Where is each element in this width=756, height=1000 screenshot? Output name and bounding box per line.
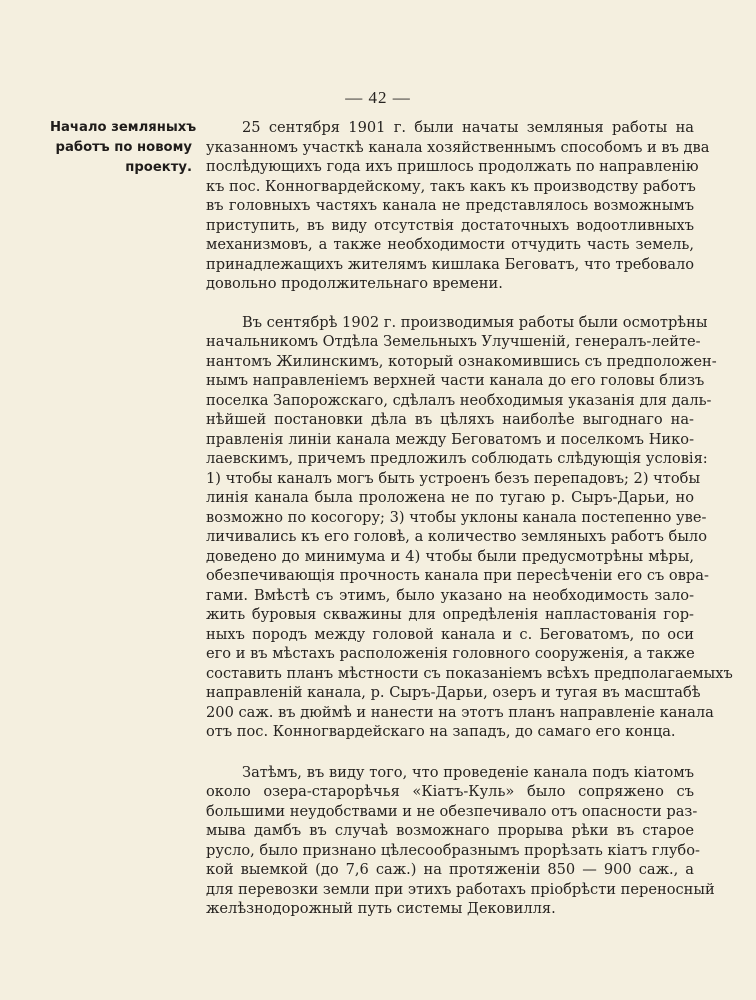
text-line: русло, было признано цѣлесообразнымъ прорѣзать кіатъ глубо- xyxy=(206,841,700,859)
text-line: поселка Запорожскаго, сдѣлалъ необходимыя указанія для даль- xyxy=(206,391,712,409)
margin-heading-line: проекту. xyxy=(125,160,192,175)
text-line: 200 саж. въ дюймѣ и нанести на этотъ планъ направленіе канала xyxy=(206,703,714,721)
paragraph-3 xyxy=(206,763,715,919)
text-line: около озера-старорѣчья «Кіатъ-Куль» было сопряжено съ xyxy=(206,783,694,800)
text-line: послѣдующихъ года ихъ пришлось продолжать по направленію xyxy=(206,158,699,175)
text-line: начальникомъ Отдѣла Земельныхъ Улучшеній, генералъ-лейте- xyxy=(206,333,701,350)
text-line: нантомъ Жилинскимъ, который ознакомившись съ предположен- xyxy=(206,352,717,370)
text-line: указанномъ участкѣ канала хозяйственнымъ способомъ и въ два xyxy=(206,138,710,156)
text-line: лаевскимъ, причемъ предложилъ соблюдать слѣдующія условія: xyxy=(206,450,708,467)
text-line: обезпечивающія прочность канала при пересѣченіи его съ овра- xyxy=(206,567,709,584)
text-line: ныхъ породъ между головой канала и с. Беговатомъ, по оси xyxy=(206,625,694,643)
text-line: нымъ направленіемъ верхней части канала до его головы близъ xyxy=(206,372,705,389)
text-line: линія канала была проложена не по тугаю р. Сыръ-Дарьи, но xyxy=(206,489,694,506)
text-line: жить буровыя скважины для опредѣленія напластованія гор- xyxy=(206,606,694,623)
text-line: составить планъ мѣстности съ показаніемъ всѣхъ предполагаемыхъ xyxy=(206,664,733,682)
text-line: возможно по косогору; 3) чтобы уклоны канала постепенно уве- xyxy=(206,508,707,526)
margin-heading-line: работъ по новому xyxy=(55,140,192,155)
text-line: приступить, въ виду отсутствія достаточныхъ водоотливныхъ xyxy=(206,216,694,234)
text-line: направленій канала, р. Сыръ-Дарьи, озеръ и тугая въ масштабѣ xyxy=(206,684,701,701)
paragraph-1 xyxy=(206,118,710,294)
text-line: нѣйшей постановки дѣла въ цѣляхъ наиболѣе выгоднаго на- xyxy=(206,411,694,428)
text-line: принадлежащихъ жителямъ кишлака Беговатъ, что требовало xyxy=(206,255,694,273)
text-line: Затѣмъ, въ виду того, что проведеніе канала подъ кіатомъ xyxy=(242,763,694,781)
text-line: 1) чтобы каналъ могъ быть устроенъ безъ перепадовъ; 2) чтобы xyxy=(206,469,701,487)
margin-heading xyxy=(50,118,197,178)
body-text xyxy=(206,118,733,919)
margin-heading-line: Начало земляныхъ xyxy=(50,120,197,135)
text-line: мыва дамбъ въ случаѣ возможнаго прорыва рѣки въ старое xyxy=(206,822,694,839)
text-line: къ пос. Конногвардейскому, такъ какъ къ производству работъ xyxy=(206,177,696,195)
text-line: довольно продолжительнаго времени. xyxy=(206,275,503,292)
text-line: личивались къ его головѣ, а количество земляныхъ работъ было xyxy=(206,528,707,545)
text-line: Въ сентябрѣ 1902 г. производимыя работы были осмотрѣны xyxy=(242,313,708,331)
text-line: доведено до минимума и 4) чтобы были предусмотрѣны мѣры, xyxy=(206,547,694,565)
text-line: въ головныхъ частяхъ канала не представлялось возможнымъ xyxy=(206,197,694,214)
text-line: правленія линіи канала между Беговатомъ и поселкомъ Нико- xyxy=(206,430,694,448)
paragraph-2 xyxy=(206,313,733,742)
page-number: — 42 — xyxy=(345,88,411,107)
text-line: для перевозки земли при этихъ работахъ пріобрѣсти переносный xyxy=(206,880,715,898)
text-line: его и въ мѣстахъ расположенія головного сооруженія, а также xyxy=(206,645,695,662)
text-line: кой выемкой (до 7,6 саж.) на протяженіи 850 — 900 саж., а xyxy=(206,861,694,878)
text-line: желѣзнодорожный путь системы Дековилля. xyxy=(206,900,556,917)
text-line: механизмовъ, а также необходимости отчудить часть земель, xyxy=(206,236,694,253)
text-line: большими неудобствами и не обезпечивало отъ опасности раз- xyxy=(206,802,698,820)
text-line: 25 сентября 1901 г. были начаты земляныя работы на xyxy=(242,119,694,136)
text-line: отъ пос. Конногвардейскаго на западъ, до самаго его конца. xyxy=(206,723,676,740)
text-line: гами. Вмѣстѣ съ этимъ, было указано на необходимость зало- xyxy=(206,586,694,604)
